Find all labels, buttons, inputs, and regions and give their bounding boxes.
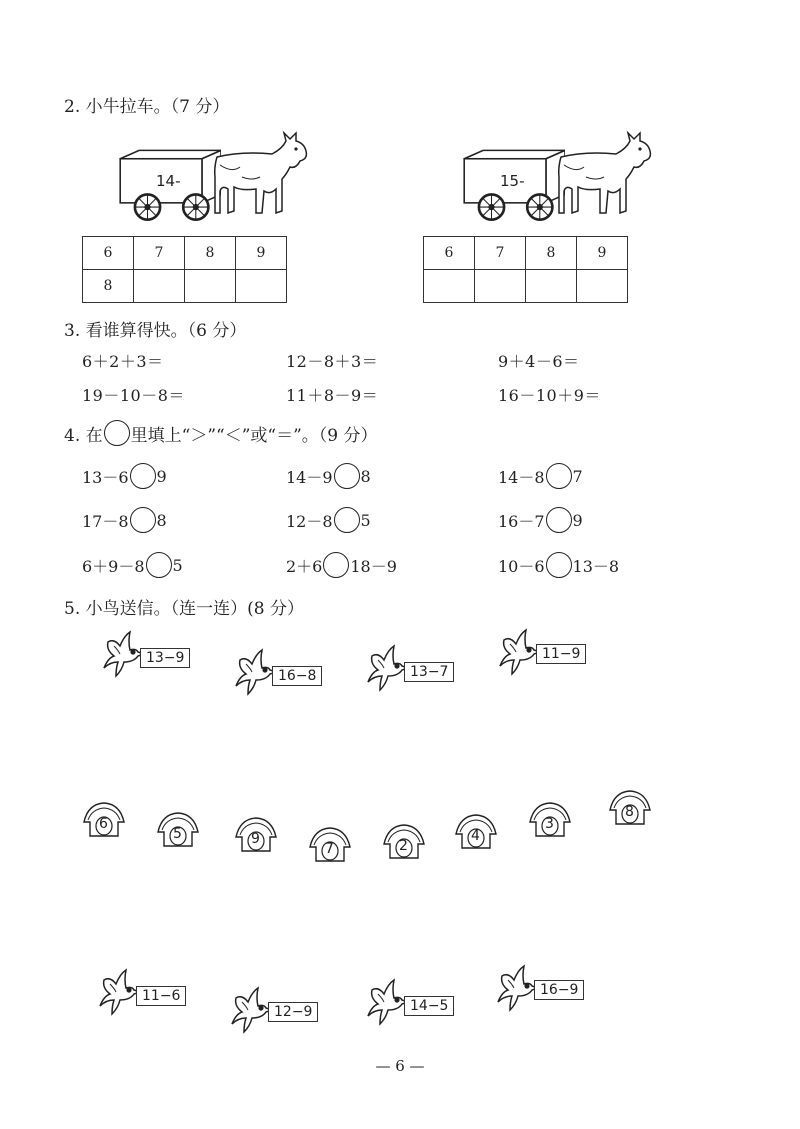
compare-item (82, 507, 167, 533)
table-2-header: 9 (577, 237, 628, 270)
cart-2-label: 15- (500, 172, 525, 190)
bird-expression: 11−9 (536, 644, 586, 664)
bird-letter[interactable] (100, 628, 200, 680)
house[interactable] (306, 825, 354, 865)
house-number: 3 (545, 816, 554, 832)
q3-expression: 6＋2＋3＝ (82, 352, 164, 371)
q5-title: 5. 小鸟送信。（连一连）(8 分） (64, 599, 304, 619)
table-2-header: 7 (475, 237, 526, 270)
bird-expression: 13−7 (404, 662, 454, 682)
q4-title (64, 420, 378, 446)
compare-left: 12－8 (286, 511, 333, 531)
table-1-answer[interactable] (236, 270, 287, 303)
ox-illustration-1 (212, 128, 312, 220)
house-number: 4 (471, 828, 480, 844)
bird-expression: 16−8 (272, 666, 322, 686)
compare-left: 13－6 (82, 467, 129, 487)
cart-illustration-1 (116, 148, 221, 222)
compare-item (286, 463, 371, 489)
house-number: 7 (325, 841, 334, 857)
q4-title-prefix: 4. 在 (64, 425, 103, 446)
compare-item (82, 552, 183, 578)
q2-table-1 (82, 236, 287, 303)
compare-item (498, 507, 583, 533)
cart-1-label: 14- (156, 172, 181, 190)
circle-symbol-icon (104, 420, 130, 446)
house-number: 6 (99, 816, 108, 832)
compare-left: 10－6 (498, 556, 545, 576)
bird-expression: 12−9 (268, 1002, 318, 1022)
ox-icon (556, 128, 656, 220)
compare-right: 9 (156, 466, 167, 486)
compare-right: 5 (360, 510, 371, 530)
table-2-answer[interactable] (577, 270, 628, 303)
compare-right: 8 (156, 510, 167, 530)
q3-expression: 19－10－8＝ (82, 386, 185, 405)
bird-letter[interactable] (232, 646, 332, 698)
q3-expression: 16－10＋9＝ (498, 386, 601, 405)
compare-item (498, 463, 583, 489)
compare-left: 14－9 (286, 467, 333, 487)
table-1-header: 8 (185, 237, 236, 270)
house-number: 2 (399, 838, 408, 854)
answer-circle[interactable] (334, 463, 360, 489)
bird-letter[interactable] (364, 642, 464, 694)
table-2-header: 8 (526, 237, 577, 270)
house-number: 8 (625, 804, 634, 820)
bird-letter[interactable] (96, 966, 196, 1018)
q3-expression: 11＋8－9＝ (286, 386, 379, 405)
answer-circle[interactable] (130, 463, 156, 489)
table-1-answer[interactable] (185, 270, 236, 303)
compare-left: 6＋9－8 (82, 556, 145, 576)
house-number: 9 (251, 831, 260, 847)
table-2-answer[interactable] (424, 270, 475, 303)
house[interactable] (154, 810, 202, 850)
q4-title-suffix: 里填上“＞”“＜”或“＝”。（9 分） (130, 425, 378, 446)
bird-letter[interactable] (494, 962, 594, 1014)
compare-right: 5 (172, 555, 183, 575)
bird-letter[interactable] (228, 984, 328, 1036)
table-1-header: 6 (83, 237, 134, 270)
compare-left: 16－7 (498, 511, 545, 531)
house[interactable] (452, 812, 500, 852)
compare-left: 14－8 (498, 467, 545, 487)
page-number: — 6 — (375, 1057, 425, 1075)
compare-item (286, 552, 397, 578)
compare-right: 13－8 (572, 556, 620, 576)
q2-title: 2. 小牛拉车。（7 分） (64, 97, 230, 117)
answer-circle[interactable] (546, 507, 572, 533)
table-1-answer[interactable] (134, 270, 185, 303)
bird-letter[interactable] (364, 976, 464, 1028)
bird-expression: 11−6 (136, 986, 186, 1006)
q2-table-2 (423, 236, 628, 303)
answer-circle[interactable] (546, 463, 572, 489)
house[interactable] (80, 800, 128, 840)
compare-right: 7 (572, 466, 583, 486)
q3-title: 3. 看谁算得快。（6 分） (64, 321, 247, 341)
answer-circle[interactable] (130, 507, 156, 533)
table-2-answer[interactable] (526, 270, 577, 303)
answer-circle[interactable] (146, 552, 172, 578)
table-2-header: 6 (424, 237, 475, 270)
q3-expression: 9＋4－6＝ (498, 352, 580, 371)
compare-item (286, 507, 371, 533)
bird-expression: 13−9 (140, 648, 190, 668)
house[interactable] (606, 788, 654, 828)
compare-item (498, 552, 619, 578)
answer-circle[interactable] (546, 552, 572, 578)
compare-item (82, 463, 167, 489)
table-1-answer[interactable]: 8 (83, 270, 134, 303)
house[interactable] (526, 800, 574, 840)
house[interactable] (232, 815, 280, 855)
compare-right: 18－9 (350, 556, 397, 576)
table-1-header: 7 (134, 237, 185, 270)
bird-letter[interactable] (496, 626, 596, 678)
house-number: 5 (173, 826, 182, 842)
answer-circle[interactable] (334, 507, 360, 533)
compare-left: 17－8 (82, 511, 129, 531)
q3-expression: 12－8＋3＝ (286, 352, 379, 371)
ox-icon (212, 128, 312, 220)
table-1-header: 9 (236, 237, 287, 270)
bird-expression: 14−5 (404, 996, 454, 1016)
bird-expression: 16−9 (534, 980, 584, 1000)
compare-left: 2＋6 (286, 556, 323, 576)
ox-illustration-2 (556, 128, 656, 220)
cart-illustration-2 (460, 148, 565, 222)
compare-right: 9 (572, 510, 583, 530)
house[interactable] (380, 822, 428, 862)
table-2-answer[interactable] (475, 270, 526, 303)
answer-circle[interactable] (323, 552, 349, 578)
compare-right: 8 (360, 466, 371, 486)
